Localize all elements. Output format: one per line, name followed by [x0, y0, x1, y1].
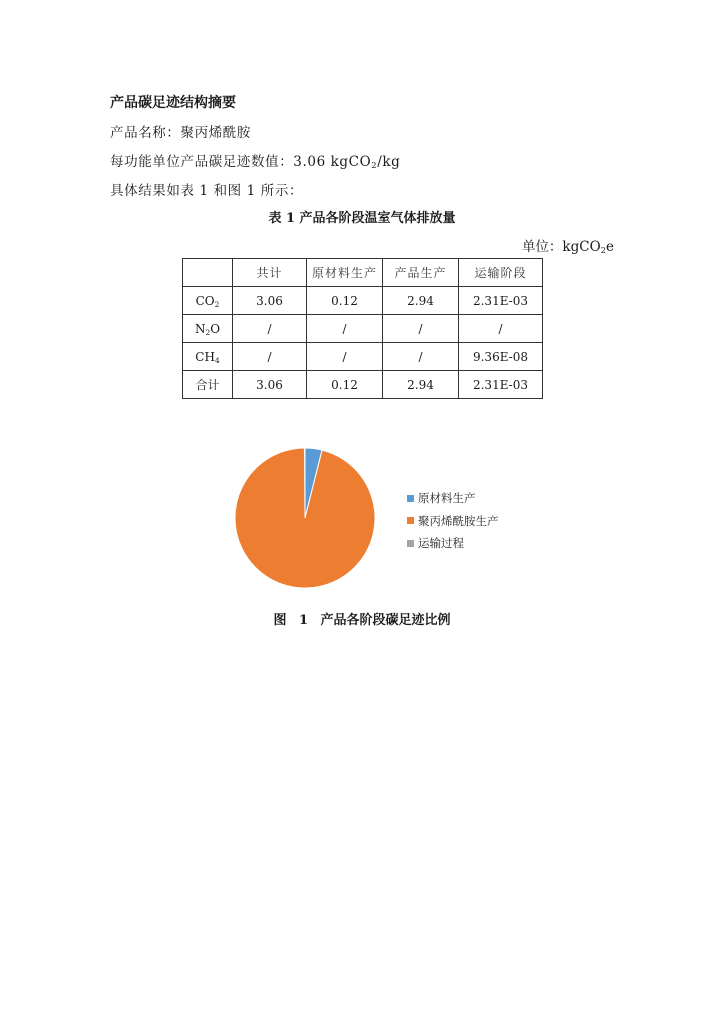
table-cell: 0.12	[307, 371, 383, 399]
product-name-line: 产品名称：聚丙烯酰胺	[110, 125, 251, 141]
value-suffix: /kg	[377, 154, 401, 170]
header-cell: 产品生产	[383, 259, 459, 287]
results-intro-line: 具体结果如表 1 和图 1 所示：	[110, 183, 304, 199]
table-cell: 2.94	[383, 287, 459, 315]
unit-suffix: e	[606, 239, 614, 255]
table-cell: 2.31E-03	[459, 371, 543, 399]
pie-chart	[233, 446, 377, 590]
legend-item	[407, 510, 499, 533]
table-cell: /	[233, 343, 307, 371]
table-cell: 2.94	[383, 371, 459, 399]
header-cell	[183, 259, 233, 287]
value-prefix: 每功能单位产品碳足迹数值：3.06 kgCO	[110, 154, 372, 170]
table-row	[183, 315, 543, 343]
legend-item	[407, 487, 499, 510]
unit-subscript: 2	[600, 245, 606, 256]
chart-legend	[407, 487, 499, 555]
legend-swatch	[407, 540, 414, 547]
figure-caption: 图 1 产品各阶段碳足迹比例	[273, 613, 451, 628]
header-cell: 运输阶段	[459, 259, 543, 287]
table-row	[183, 343, 543, 371]
legend-swatch	[407, 495, 414, 502]
header-cell: 共计	[233, 259, 307, 287]
table-cell: /	[459, 315, 543, 343]
table-cell: /	[307, 315, 383, 343]
table-unit	[522, 235, 614, 255]
summary-heading: 产品碳足迹结构摘要	[110, 95, 236, 111]
table-cell: 3.06	[233, 371, 307, 399]
legend-label: 运输过程	[418, 536, 464, 551]
legend-swatch	[407, 517, 414, 524]
table-cell: 3.06	[233, 287, 307, 315]
legend-label: 原材料生产	[418, 491, 476, 506]
gas-cell: 合计	[183, 371, 233, 399]
table-cell: 9.36E-08	[459, 343, 543, 371]
table-cell: /	[307, 343, 383, 371]
table-row	[183, 287, 543, 315]
legend-item	[407, 532, 499, 555]
gas-cell: $N_2O$	[183, 315, 233, 343]
carbon-footprint-value-line	[110, 150, 400, 170]
table-cell: 2.31E-03	[459, 287, 543, 315]
table-header-row	[183, 259, 543, 287]
header-cell: 原材料生产	[307, 259, 383, 287]
emissions-table	[182, 258, 543, 399]
table-cell: /	[233, 315, 307, 343]
table-cell: /	[383, 315, 459, 343]
table-row	[183, 371, 543, 399]
gas-cell: $CH_4$	[183, 343, 233, 371]
value-subscript: 2	[371, 160, 378, 171]
gas-cell: $CO_2$	[183, 287, 233, 315]
table-cell: 0.12	[307, 287, 383, 315]
unit-prefix: 单位：kgCO	[521, 239, 601, 255]
table-cell: /	[383, 343, 459, 371]
table-caption: 表 1 产品各阶段温室气体排放量	[268, 211, 456, 226]
legend-label: 聚丙烯酰胺生产	[418, 513, 499, 528]
